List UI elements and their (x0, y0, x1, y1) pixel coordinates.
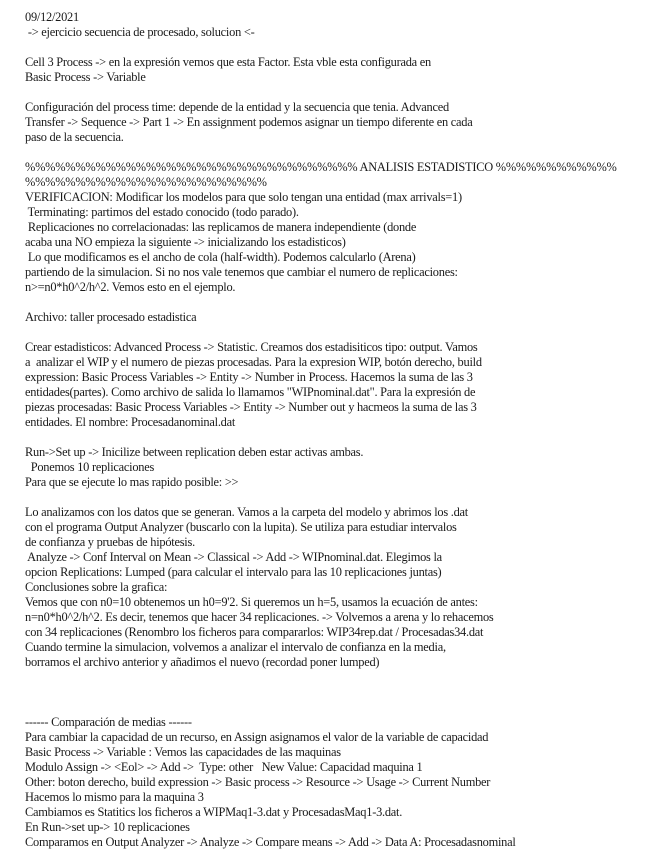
text-line: Conclusiones sobre la grafica: (25, 580, 168, 594)
blank-line (25, 430, 650, 445)
text-line: a analizar el WIP y el numero de piezas procesadas. Para la expresion WIP, botón derecho, build (25, 355, 482, 369)
text-line: borramos el archivo anterior y añadimos el nuevo (recordad poner lumped) (25, 655, 380, 669)
text-line: partiendo de la simulacion. Si no nos vale tenemos que cambiar el numero de replicaciones: (25, 265, 458, 279)
document-body (25, 10, 650, 850)
text-line: %%%%%%%%%%%%%%%%%%%%%%%% (25, 175, 267, 189)
text-line: entidades(partes). Como archivo de salida lo llamamos "WIPnominal.dat". Para la expresión de (25, 385, 476, 399)
text-line: Crear estadisticos: Advanced Process -> Statistic. Creamos dos estadisiticos tipo: output. Vamos (25, 340, 478, 354)
text-line: Cambiamos es Statitics los ficheros a WIPMaq1-3.dat y ProcesadasMaq1-3.dat. (25, 805, 403, 819)
blank-line (25, 145, 650, 160)
text-line: con el programa Output Analyzer (buscarlo con la lupita). Se utiliza para estudiar intervalos (25, 520, 457, 534)
text-line: n>=n0*h0^2/h^2. Vemos esto en el ejemplo. (25, 280, 236, 294)
text-line: Replicaciones no correlacionadas: las replicamos de manera independiente (donde (25, 220, 417, 234)
text-line: Lo analizamos con los datos que se generan. Vamos a la carpeta del modelo y abrimos los .dat (25, 505, 469, 519)
blank-line (25, 325, 650, 340)
text-line: %%%%%%%%%%%%%%%%%%%%%%%%%%%%%%%%% ANALISIS ESTADISTICO %%%%%%%%%%%% (25, 160, 617, 174)
text-line: -> ejercicio secuencia de procesado, solucion <- (25, 25, 255, 39)
text-line: piezas procesadas: Basic Process Variables -> Entity -> Number out y hacmeos la suma de las 3 (25, 400, 477, 414)
text-line: opcion Replications: Lumped (para calcular el intervalo para las 10 replicaciones juntas) (25, 565, 442, 579)
text-line: Configuración del process time: depende de la entidad y la secuencia que tenia. Advanced (25, 100, 449, 114)
text-line: En Run->set up-> 10 replicaciones (25, 820, 190, 834)
text-line: Comparamos en Output Analyzer -> Analyze -> Compare means -> Add -> Data A: Procesadasnominal (25, 835, 516, 849)
text-line: paso de la secuencia. (25, 130, 124, 144)
text-line: Run->Set up -> Inicilize between replication deben estar activas ambas. (25, 445, 364, 459)
text-line: Para cambiar la capacidad de un recurso, en Assign asignamos el valor de la variable de capacidad (25, 730, 489, 744)
text-line: Basic Process -> Variable (25, 70, 146, 84)
text-line: Archivo: taller procesado estadistica (25, 310, 197, 324)
text-line: Other: boton derecho, build expression -> Basic process -> Resource -> Usage -> Current Number (25, 775, 491, 789)
text-line: Vemos que con n0=10 obtenemos un h0=9'2. Si queremos un h=5, usamos la ecuación de antes: (25, 595, 478, 609)
text-line: Para que se ejecute lo mas rapido posible: >> (25, 475, 239, 489)
blank-line (25, 685, 650, 700)
text-line: entidades. El nombre: Procesadanominal.dat (25, 415, 236, 429)
blank-line (25, 490, 650, 505)
text-line: Transfer -> Sequence -> Part 1 -> En assignment podemos asignar un tiempo diferente en cada (25, 115, 473, 129)
text-line: Modulo Assign -> <Eol> -> Add -> Type: other New Value: Capacidad maquina 1 (25, 760, 423, 774)
blank-line (25, 670, 650, 685)
text-line: expression: Basic Process Variables -> Entity -> Number in Process. Hacemos la suma de las 3 (25, 370, 473, 384)
blank-line (25, 295, 650, 310)
text-line: Cuando termine la simulacion, volvemos a analizar el intervalo de confianza en la media, (25, 640, 446, 654)
text-line: Analyze -> Conf Interval on Mean -> Classical -> Add -> WIPnominal.dat. Elegimos la (25, 550, 442, 564)
blank-line (25, 40, 650, 55)
blank-line (25, 700, 650, 715)
text-line: Basic Process -> Variable : Vemos las capacidades de las maquinas (25, 745, 341, 759)
text-line: 09/12/2021 (25, 10, 79, 24)
text-line: Hacemos lo mismo para la maquina 3 (25, 790, 204, 804)
text-line: Ponemos 10 replicaciones (25, 460, 155, 474)
text-line: Terminating: partimos del estado conocido (todo parado). (25, 205, 299, 219)
text-line: acaba una NO empieza la siguiente -> inicializando los estadisticos) (25, 235, 346, 249)
text-line: ------ Comparación de medias ------ (25, 715, 192, 729)
text-line: Cell 3 Process -> en la expresión vemos que esta Factor. Esta vble esta configurada en (25, 55, 431, 69)
text-line: VERIFICACION: Modificar los modelos para que solo tengan una entidad (max arrivals=1) (25, 190, 462, 204)
text-line: n=n0*h0^2/h^2. Es decir, tenemos que hacer 34 replicaciones. -> Volvemos a arena y lo rehacemos (25, 610, 494, 624)
text-line: de confianza y pruebas de hipótesis. (25, 535, 195, 549)
blank-line (25, 85, 650, 100)
text-line: con 34 replicaciones (Renombro los ficheros para compararlos: WIP34rep.dat / Procesadas34.dat (25, 625, 484, 639)
text-line: Lo que modificamos es el ancho de cola (half-width). Podemos calcularlo (Arena) (25, 250, 416, 264)
